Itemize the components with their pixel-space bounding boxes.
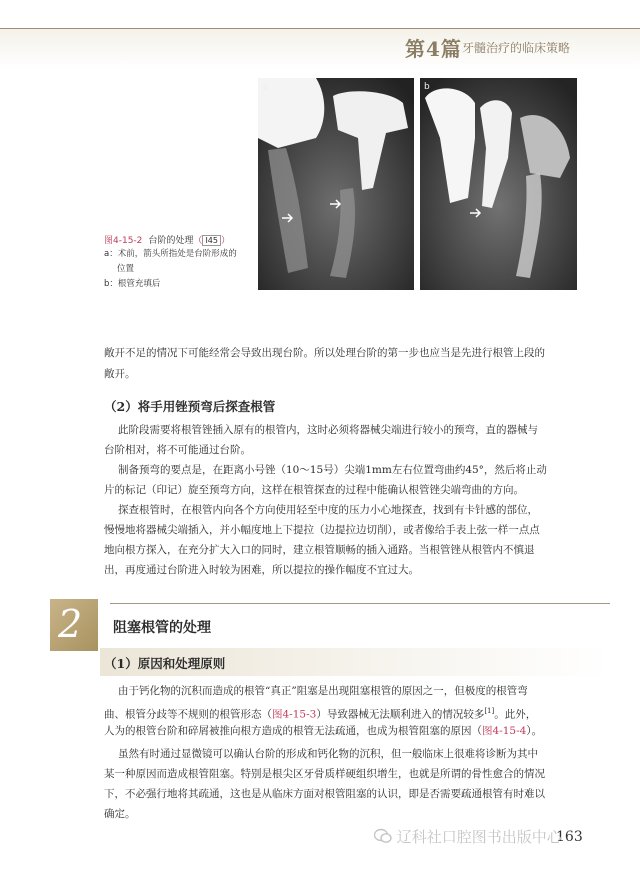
figure-ref-icon: I45 <box>202 235 221 246</box>
paragraph-3-line2: 片的标记（印记）旋至预弯方向，这样在根管探查的过程中能确认根管锉尖端弯曲的方向。 <box>104 484 524 496</box>
section-number: 2 <box>58 602 83 646</box>
watermark-text: 辽科社口腔图书出版中心 <box>396 828 562 846</box>
figure-title-text: 台阶的处理 <box>148 236 194 246</box>
figure-title: 图4-15-2 台阶的处理（ I45 ） <box>104 236 230 246</box>
paragraph-2-line2: 台阶相对，将不可能通过台阶。 <box>104 444 251 456</box>
page-number: 163 <box>556 829 583 845</box>
xray-image-a <box>258 78 414 290</box>
caption-a-line1: a：术前，箭头所指处是台阶形成的 <box>104 249 237 259</box>
figure-ref-link[interactable]: 图4-15-4 <box>482 725 527 737</box>
paragraph-6-line3: 下，不必强行地将其疏通，这也是从临床方面对根管阻塞的认识，即是否需要疏通根管有时难以 <box>104 788 545 800</box>
paragraph-2-line1: 此阶段需要将根管锉插入原有的根管内，这时必须将器械尖端进行较小的预弯，直的器械与 <box>118 424 538 436</box>
paragraph-3-line1: 制备预弯的要点是，在距离小号锉（10～15号）尖端1mm左右位置弯曲约45°，然后将止动 <box>118 464 547 476</box>
xray-image-b <box>420 78 577 290</box>
panel-a-label: a <box>262 82 268 92</box>
paragraph-5-line2: 曲、根管分歧等不规则的根管形态（图4-15-3）导致器械无法顺利进入的情况较多[1]。此外， <box>104 707 537 721</box>
citation: [1] <box>484 707 495 715</box>
paragraph-5-line1: 由于钙化物的沉积而造成的根管“真正”阻塞是出现阻塞根管的原因之一，但极度的根管弯 <box>118 685 528 697</box>
paragraph-6-line1: 虽然有时通过显微镜可以确认台阶的形成和钙化物的沉积，但一般临床上很难将诊断为其中 <box>118 748 538 760</box>
subheading-2: （2）将手用锉预弯后探查根管 <box>104 399 276 414</box>
paragraph-1-line2: 敞开。 <box>104 368 136 380</box>
paragraph-1-line1: 敞开不足的情况下可能经常会导致出现台阶。所以处理台阶的第一步也应当是先进行根管上段的 <box>104 347 545 359</box>
paragraph-6-line2: 某一种原因而造成根管阻塞。特别是根尖区牙骨质样硬组织增生，也就是所谓的骨性愈合的情况 <box>104 768 545 780</box>
paragraph-4-line1: 探查根管时，在根管内向各个方向使用轻至中度的压力小心地探查，找到有卡针感的部位， <box>118 504 538 516</box>
caption-a-line2: 位置 <box>117 264 135 274</box>
wechat-icon <box>374 828 392 844</box>
subheading-1: （1）原因和处理原则 <box>104 656 226 671</box>
paragraph-4-line2: 慢慢地将器械尖端插入，并小幅度地上下提拉（边提拉边切削），或者像给手表上弦一样一点点 <box>104 524 540 536</box>
part-number: 第4篇 <box>405 37 462 61</box>
section-rule <box>110 603 610 604</box>
paragraph-4-line4: 出，再度通过台阶进入时较为困难，所以提拉的操作幅度不宜过大。 <box>104 564 419 576</box>
part-title: 牙髓治疗的临床策略 <box>462 41 571 55</box>
panel-b-label: b <box>424 82 430 92</box>
paragraph-5-line3: 人为的根管台阶和碎屑被推向根方造成的根管无法疏通，也成为根管阻塞的原因（图4-15-4）。 <box>104 725 543 737</box>
figure-ref-link[interactable]: 图4-15-3 <box>272 708 317 721</box>
paragraph-4-line3: 地向根方探入，在充分扩大入口的同时，建立根管顺畅的插入通路。当根管锉从根管内不慎退 <box>104 544 535 556</box>
paragraph-6-line4: 确定。 <box>104 808 136 820</box>
section-title: 阻塞根管的处理 <box>113 620 211 636</box>
header-rule <box>0 28 640 29</box>
watermark <box>374 826 562 847</box>
caption-b: b：根管充填后 <box>104 279 161 289</box>
figure-number: 图4-15-2 <box>104 236 143 246</box>
